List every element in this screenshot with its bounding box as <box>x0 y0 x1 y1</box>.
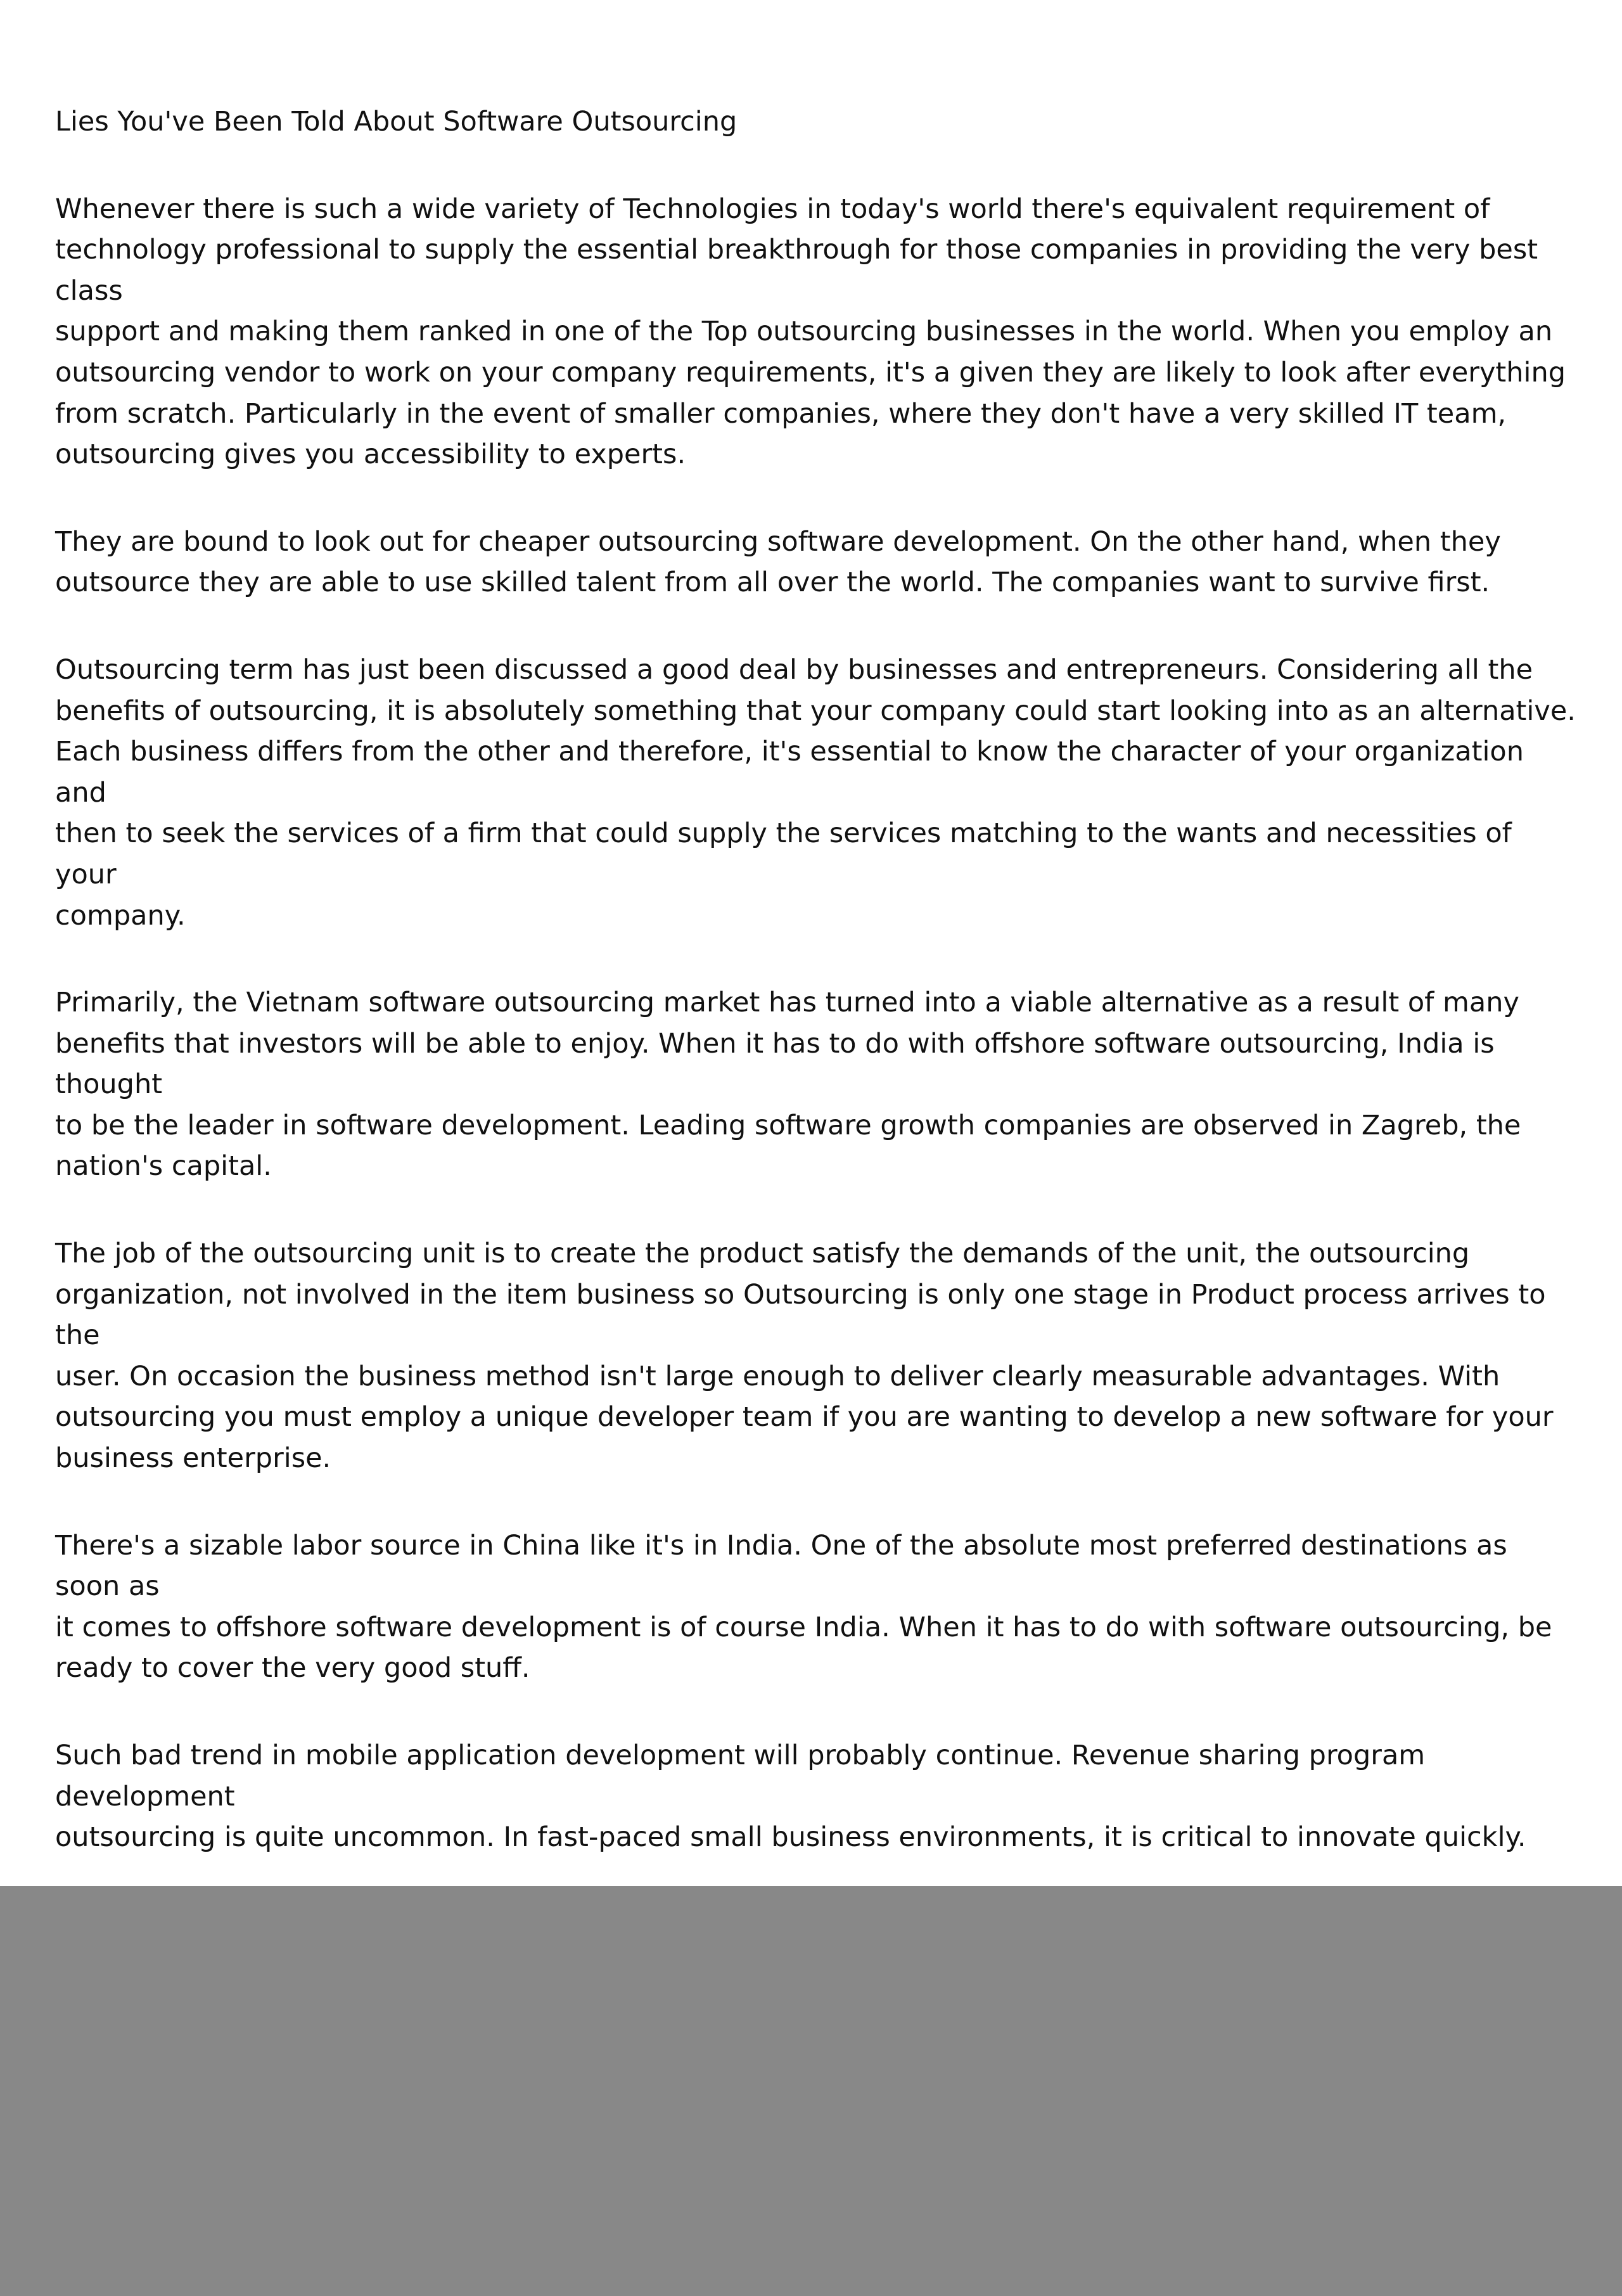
paragraph-1: Whenever there is such a wide variety of Technologies in today's world there's equivalent requirement of technology professional to supply the essential breakthrough for those companies in providing the very best class support and making them ranked in one of the Top outsourcing businesses in the world. When you employ an outsourcing vendor to work on your company requirements, it's a given they are likely to look after everything from scratch. Particularly in the event of smaller companies, where they don't have a very skilled IT team, outsourcing gives you accessibility to experts. <box>55 193 1566 471</box>
paragraph-3: Outsourcing term has just been discussed a good deal by businesses and entrepreneurs. Considering all the benefits of outsourcing, it is absolutely something that your company could start looking into as an alternative. Each business differs from the other and therefore, it's essential to know the character of your organization and then to seek the services of a firm that could supply the services matching to the wants and necessities of your company. <box>55 653 1576 932</box>
gray-overlay <box>0 1886 1622 2296</box>
paragraph-6: There's a sizable labor source in China like it's in India. One of the absolute most preferred destinations as soon as it comes to offshore software development is of course India. When it has to do with software outsourcing, be ready to cover the very good stuff. <box>55 1529 1552 1684</box>
document-title: Lies You've Been Told About Software Outsourcing <box>55 106 738 138</box>
paragraph-7: Such bad trend in mobile application development will probably continue. Revenue sharing program development outsourcing is quite uncommon. In fast-paced small business environments, it is critical to innovate quickly. <box>55 1740 1526 1854</box>
paragraph-2: They are bound to look out for cheaper outsourcing software development. On the other hand, when they outsource they are able to use skilled talent from all over the world. The companies want to survive first. <box>55 525 1501 599</box>
paragraph-5: The job of the outsourcing unit is to create the product satisfy the demands of the unit, the outsourcing organization, not involved in the item business so Outsourcing is only one stage in Product process arrives to the user. On occasion the business method isn't large enough to deliver clearly measurable advantages. With outsourcing you must employ a unique developer team if you are wanting to develop a new software for your business enterprise. <box>55 1238 1554 1475</box>
paragraph-4: Primarily, the Vietnam software outsourcing market has turned into a viable alternative as a result of many benefits that investors will be able to enjoy. When it has to do with offshore software outsourcing, India is thought to be the leader in software development. Leading software growth companies are observed in Zagreb, the nation's capital. <box>55 987 1521 1183</box>
